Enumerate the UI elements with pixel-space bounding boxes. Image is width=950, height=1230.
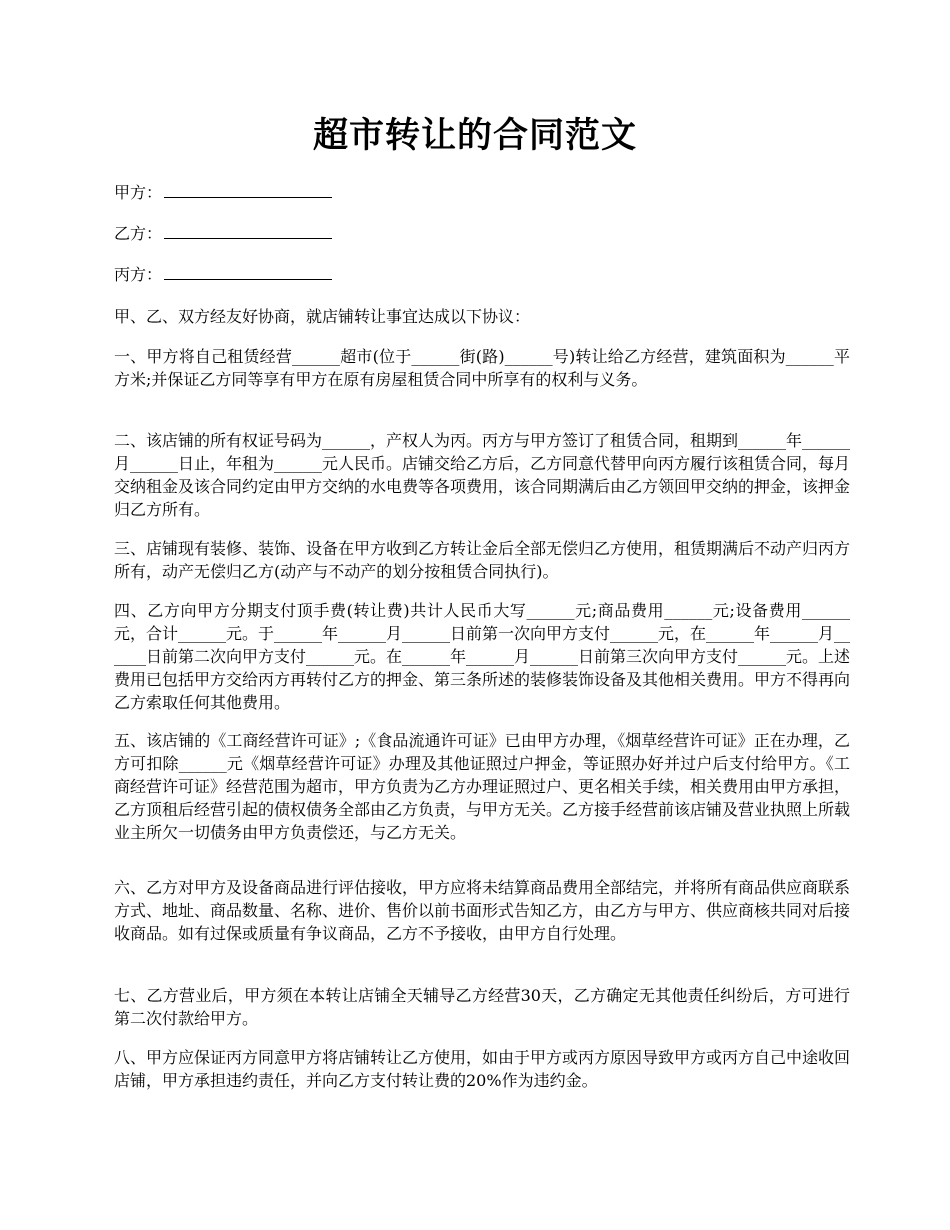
party-a-line [114,181,332,205]
party-c-line [114,263,332,287]
paragraph-clause-3: 三、店铺现有装修、装饰、设备在甲方收到乙方转让金后全部无偿归乙方使用，租赁期满后不动产归丙方所有，动产无偿归乙方(动产与不动产的划分按租赁合同执行)。 [114,539,851,581]
paragraph-clause-7: 七、乙方营业后，甲方须在本转让店铺全天辅导乙方经营30天，乙方确定无其他责任纠纷后，方可进行第二次付款给甲方。 [114,986,850,1028]
paragraph-clause-1: 一、甲方将自己租赁经营______超市(位于______街(路)______号)转让给乙方经营，建筑面积为______平方米;并保证乙方同等享有甲方在原有房屋租赁合同中所享有的权利与义务。 [114,347,850,389]
paragraph-clause-4: 四、乙方向甲方分期支付顶手费(转让费)共计人民币大写______元;商品费用______元;设备费用______元，合计______元。于______年______月______日前第一次向甲方支付______元，在______年______月______日前第二次向甲方支付______元。在______年______月______日前第三次向甲方支付______元。上述费用已包括甲方交给丙方再转付乙方的押金、第三条所述的装修装饰设备及其他相关费用。甲方不得再向乙方索取任何其他费用。 [114,601,851,712]
party-a-label: 甲方： [114,183,163,202]
paragraph-clause-5: 五、该店铺的《工商经营许可证》;《食品流通许可证》已由甲方办理，《烟草经营许可证》正在办理，乙方可扣除______元《烟草经营许可证》办理及其他证照过户押金，等证照办好并过户后支付给甲方。《工商经营许可证》经营范围为超市，甲方负责为乙方办理证照过户、更名相关手续，相关费用由甲方承担，乙方顶租后经营引起的债权债务全部由乙方负责，与甲方无关。乙方接手经营前该店铺及营业执照上所载业主所欠一切债务由甲方负责偿还，与乙方无关。 [114,731,851,842]
paragraph-clause-8: 八、甲方应保证丙方同意甲方将店铺转让乙方使用，如由于甲方或丙方原因导致甲方或丙方自己中途收回店铺，甲方承担违约责任，并向乙方支付转让费的20%作为违约金。 [114,1048,851,1090]
paragraph-clause-2: 二、该店铺的所有权证号码为______，产权人为丙。丙方与甲方签订了租赁合同，租期到______年______月______日止，年租为______元人民币。店铺交给乙方后，乙方同意代替甲向丙方履行该租赁合同，每月交纳租金及该合同约定由甲方交纳的水电费等各项费用，该合同期满后由乙方领回甲交纳的押金，该押金归乙方所有。 [114,431,851,519]
party-b-label: 乙方： [114,224,163,243]
party-c-label: 丙方： [114,265,163,284]
paragraph-clause-6: 六、乙方对甲方及设备商品进行评估接收，甲方应将未结算商品费用全部结完，并将所有商品供应商联系方式、地址、商品数量、名称、进价、售价以前书面形式告知乙方，由乙方与甲方、供应商核共同对后接收商品。如有过保或质量有争议商品，乙方不予接收，由甲方自行处理。 [114,878,851,943]
party-b-line [114,222,332,246]
paragraph-intro: 甲、乙、双方经友好协商，就店铺转让事宜达成以下协议： [114,307,531,326]
party-b-blank [164,222,332,239]
party-a-blank [164,181,332,198]
document-title: 超市转让的合同范文 [312,115,637,156]
party-c-blank [164,263,332,280]
